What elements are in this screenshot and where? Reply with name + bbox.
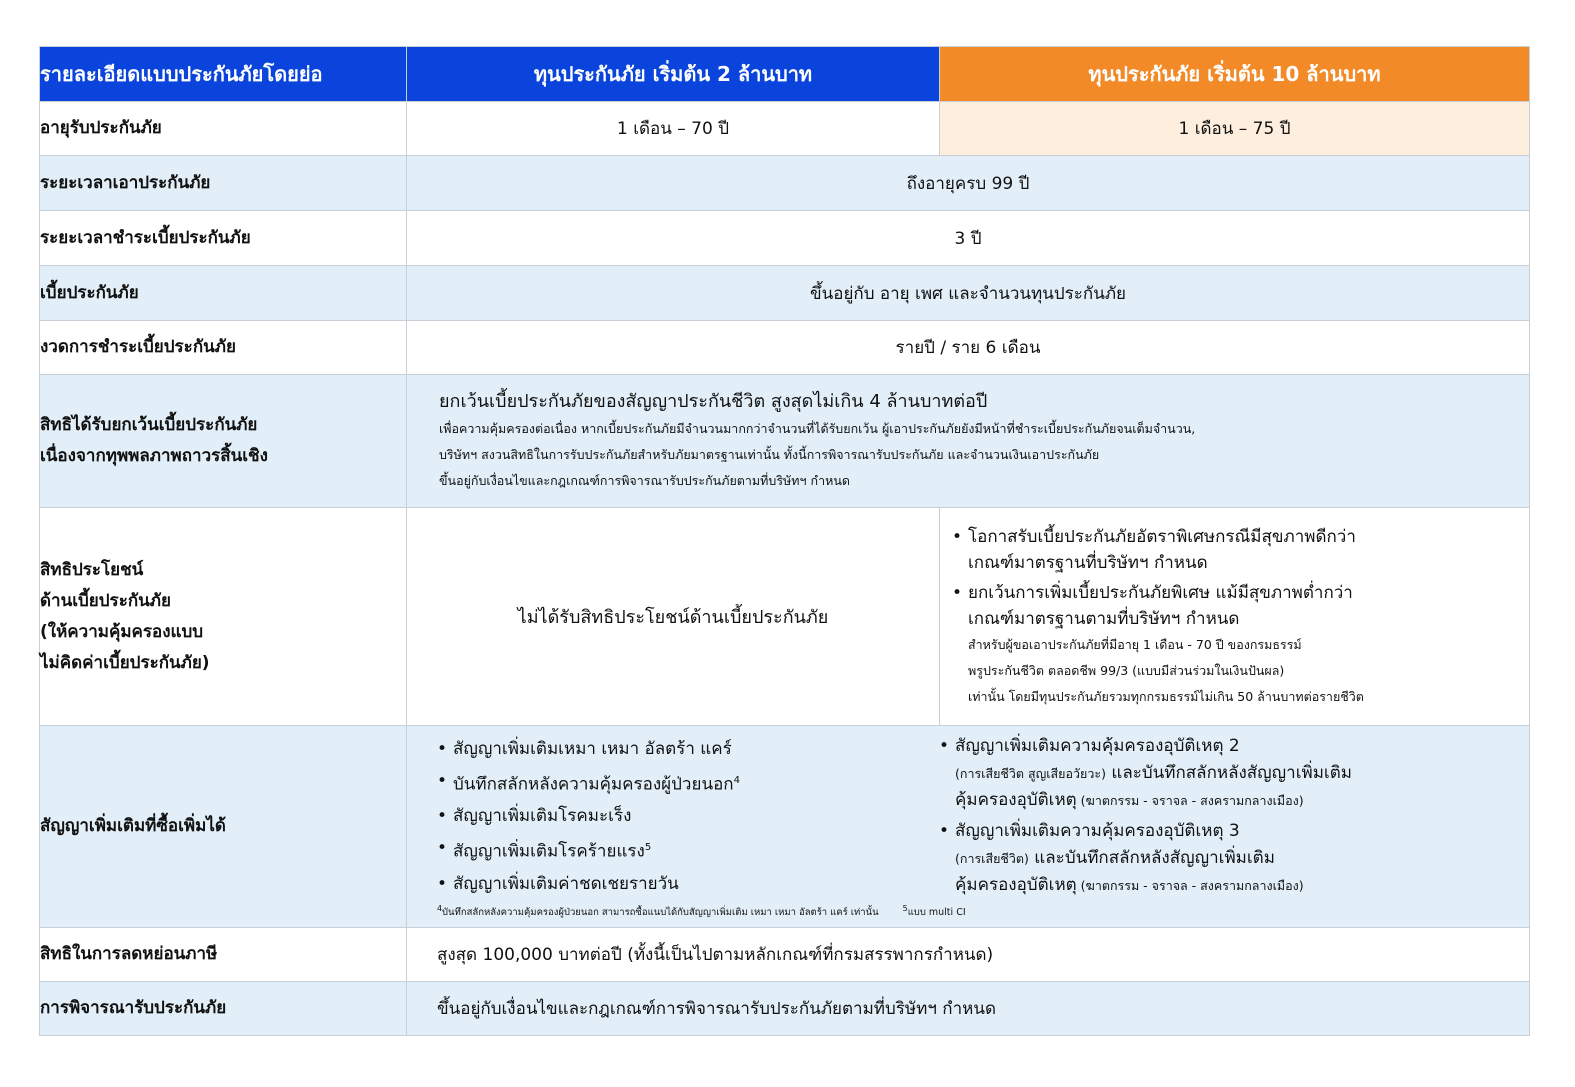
age-2m: 1 เดือน – 70 ปี xyxy=(407,102,940,156)
riders-right-list xyxy=(939,733,1352,900)
row-tax xyxy=(40,928,1530,982)
installment-value: รายปี / ราย 6 เดือน xyxy=(407,321,1530,375)
rider-item: • สัญญาเพิ่มเติมความคุ้มครองอุบัติเหตุ 3 (การเสียชีวิต) และบันทึกสลักหลังสัญญาเพิ่มเติม คุ้มครองอุบัติเหตุ (ฆาตกรรม - จราจล - สงครามกลางเมือง) xyxy=(939,818,1352,899)
benefit-note-2: พรูประกันชีวิต ตลอดชีพ 99/3 (แบบมีส่วนร่วมในเงินปันผล) xyxy=(968,662,1285,678)
waiver-label-2: เนื่องจากทุพพลภาพถาวรสิ้นเชิง xyxy=(40,446,268,466)
benefit-label-2: ด้านเบี้ยประกันภัย xyxy=(40,590,171,611)
row-label: งวดการชำระเบี้ยประกันภัย xyxy=(40,321,407,375)
waiver-main: ยกเว้นเบี้ยประกันภัยของสัญญาประกันชีวิต สูงสุดไม่เกิน 4 ล้านบาทต่อปี xyxy=(439,391,988,412)
row-riders xyxy=(40,726,1530,928)
row-pay-period xyxy=(40,211,1530,266)
age-10m: 1 เดือน – 75 ปี xyxy=(940,102,1530,156)
row-installment xyxy=(40,321,1530,375)
benefit-2m: ไม่ได้รับสิทธิประโยชน์ด้านเบี้ยประกันภัย xyxy=(407,508,940,726)
waiver-note-1: เพื่อความคุ้มครองต่อเนื่อง หากเบี้ยประกันภัยมีจำนวนมากกว่าจำนวนที่ได้รับยกเว้น ผู้เอาประกันภัยยังมีหน้าที่ชำระเบี้ยประกันภัยจนเต็มจำนวน, xyxy=(439,421,1196,436)
plan-table xyxy=(39,46,1530,1036)
underwriting-value: ขึ้นอยู่กับเงื่อนไขและกฎเกณฑ์การพิจารณารับประกันภัยตามที่บริษัทฯ กำหนด xyxy=(407,982,1530,1036)
riders-footnote: $^4$บันทึกสลักหลังความคุ้มครองผู้ป่วยนอก สามารถซื้อแนบได้กับสัญญาเพิ่มเติม เหมา เหมา อัลตร้า แคร์ เท่านั้น $^5$แบบ multi CI xyxy=(437,904,966,919)
benefit-10m xyxy=(940,508,1530,726)
row-age xyxy=(40,102,1530,156)
header-plan-10m: ทุนประกันภัย เริ่มต้น 10 ล้านบาท xyxy=(940,47,1530,102)
rider-item: • สัญญาเพิ่มเติมเหมา เหมา อัลตร้า แคร์ xyxy=(437,733,939,765)
row-premium xyxy=(40,266,1530,321)
premium-value: ขึ้นอยู่กับ อายุ เพศ และจำนวนทุนประกันภัย xyxy=(407,266,1530,321)
rider-item: • สัญญาเพิ่มเติมค่าชดเชยรายวัน xyxy=(437,868,939,900)
row-label: อายุรับประกันภัย xyxy=(40,102,407,156)
coverage-value: ถึงอายุครบ 99 ปี xyxy=(407,156,1530,211)
plan-summary xyxy=(39,46,1529,1036)
row-label xyxy=(40,508,407,726)
row-waiver xyxy=(40,375,1530,508)
header-row xyxy=(40,47,1530,102)
benefit-bullet: • โอกาสรับเบี้ยประกันภัยอัตราพิเศษกรณีมีสุขภาพดีกว่า เกณฑ์มาตรฐานที่บริษัทฯ กำหนด xyxy=(952,524,1529,576)
benefit-label-4: ไม่คิดค่าเบี้ยประกันภัย) xyxy=(40,652,210,673)
rider-item: • สัญญาเพิ่มเติมความคุ้มครองอุบัติเหตุ 2 (การเสียชีวิต สูญเสียอวัยวะ) และบันทึกสลักหลังสัญญาเพิ่มเติม คุ้มครองอุบัติเหตุ (ฆาตกรรม - จราจล - สงครามกลางเมือง) xyxy=(939,733,1352,814)
benefit-note-1: สำหรับผู้ขอเอาประกันภัยที่มีอายุ 1 เดือน - 70 ปี ของกรมธรรม์ xyxy=(968,636,1302,652)
benefit-bullet: • ยกเว้นการเพิ่มเบี้ยประกันภัยพิเศษ แม้มีสุขภาพต่ำกว่า เกณฑ์มาตรฐานตามที่บริษัทฯ กำหนด xyxy=(952,580,1529,632)
riders-left-list xyxy=(437,733,939,900)
row-benefit xyxy=(40,508,1530,726)
header-plan-2m: ทุนประกันภัย เริ่มต้น 2 ล้านบาท xyxy=(407,47,940,102)
row-label xyxy=(40,375,407,508)
benefit-label-1: สิทธิประโยชน์ xyxy=(40,559,144,580)
tax-value: สูงสุด 100,000 บาทต่อปี (ทั้งนี้เป็นไปตามหลักเกณฑ์ที่กรมสรรพากรกำหนด) xyxy=(407,928,1530,982)
row-label: สัญญาเพิ่มเติมที่ซื้อเพิ่มได้ xyxy=(40,726,407,928)
rider-item: • สัญญาเพิ่มเติมโรคร้ายแรง$^5$ xyxy=(437,832,939,868)
rider-item: • บันทึกสลักหลังความคุ้มครองผู้ป่วยนอก$^4$ xyxy=(437,765,939,801)
waiver-note-3: ขึ้นอยู่กับเงื่อนไขและกฎเกณฑ์การพิจารณารับประกันภัยตามที่บริษัทฯ กำหนด xyxy=(439,473,851,488)
riders-value xyxy=(407,726,1530,928)
waiver-note-2: บริษัทฯ สงวนสิทธิในการรับประกันภัยสำหรับภัยมาตรฐานเท่านั้น ทั้งนี้การพิจารณารับประกันภัย และจำนวนเงินเอาประกันภัย xyxy=(439,447,1100,462)
row-label: สิทธิในการลดหย่อนภาษี xyxy=(40,928,407,982)
row-coverage xyxy=(40,156,1530,211)
waiver-value xyxy=(407,375,1530,508)
benefit-label-3: (ให้ความคุ้มครองแบบ xyxy=(40,621,204,642)
row-label: การพิจารณารับประกันภัย xyxy=(40,982,407,1036)
rider-item: • สัญญาเพิ่มเติมโรคมะเร็ง xyxy=(437,800,939,832)
row-label: เบี้ยประกันภัย xyxy=(40,266,407,321)
row-underwriting xyxy=(40,982,1530,1036)
benefit-note-3: เท่านั้น โดยมีทุนประกันภัยรวมทุกกรมธรรม์ไม่เกิน 50 ล้านบาทต่อรายชีวิต xyxy=(968,688,1364,704)
row-label: ระยะเวลาชำระเบี้ยประกันภัย xyxy=(40,211,407,266)
waiver-label-1: สิทธิได้รับยกเว้นเบี้ยประกันภัย xyxy=(40,415,258,435)
row-label: ระยะเวลาเอาประกันภัย xyxy=(40,156,407,211)
header-detail: รายละเอียดแบบประกันภัยโดยย่อ xyxy=(40,47,407,102)
pay-period-value: 3 ปี xyxy=(407,211,1530,266)
